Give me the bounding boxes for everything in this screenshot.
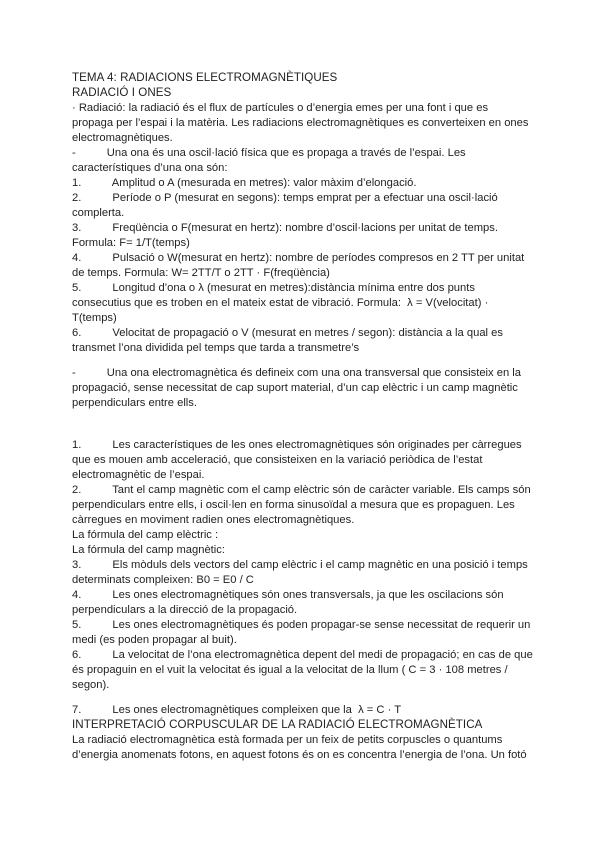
text-line: La radiació electromagnètica està formada per un feix de petits corpuscles o quantums xyxy=(72,734,503,746)
section-heading: INTERPRETACIÓ CORPUSCULAR DE LA RADIACIÓ ELECTROMAGNÈTICA xyxy=(72,718,483,731)
text-line: 3. Freqüència o F(mesurat en hertz): nombre d’oscil·lacions per unitat de temps. xyxy=(72,222,498,234)
text-line: · Radiació: la radiació és el flux de partícules o d’energia emes per una font i que es xyxy=(72,102,489,114)
text-line: medi (es poden propagar al buit). xyxy=(72,634,237,646)
text-line: 1. Les característiques de les ones electromagnètiques són originades per càrregues xyxy=(72,439,522,451)
text-line: característiques d’una ona són: xyxy=(72,162,228,174)
text-line: perpendiculars entre ells. xyxy=(72,397,197,409)
text-line: - Una ona és una oscil·lació física que es propaga a través de l’espai. Les xyxy=(72,147,466,159)
text-line: que es mouen amb acceleració, que consisteixen en la variació periòdica de l’estat xyxy=(72,454,483,466)
text-line: T(temps) xyxy=(72,312,117,324)
text-line: - Una ona electromagnètica és defineix com una ona transversal que consisteix en la xyxy=(72,367,521,379)
text-line: segon). xyxy=(72,679,110,691)
text-line: 2. Tant el camp magnètic com el camp elèctric són de caràcter variable. Els camps són xyxy=(72,484,531,496)
text-line: 4. Les ones electromagnètiques són ones transversals, ja que les oscilacions són xyxy=(72,589,504,601)
text-line: propaga per l’espai i la matèria. Les radiacions electromagnètiques es converteixen en ones xyxy=(72,117,529,129)
text-line: càrregues en moviment radien ones electromagnètiques. xyxy=(72,514,355,526)
text-line: perpendiculars a la direcció de la propagació. xyxy=(72,604,298,616)
text-line: de temps. Formula: W= 2TT/T o 2TT · F(freqüència) xyxy=(72,267,330,279)
text-line: 5. Longitud d’ona o λ (mesurat en metres):distància mínima entre dos punts xyxy=(72,282,475,294)
text-line: 6. Velocitat de propagació o V (mesurat en metres / segon): distància a la qual es xyxy=(72,327,503,339)
text-line: 4. Pulsació o W(mesurat en hertz): nombre de períodes compresos en 2 TT per unitat xyxy=(72,252,525,264)
text-line: 2. Període o P (mesurat en segons): temps emprat per a efectuar una oscil·lació xyxy=(72,192,498,204)
text-line: és propaguin en el vuit la velocitat és igual a la velocitat de la llum ( C = 3 · 108 metres / xyxy=(72,664,508,676)
text-line: Formula: F= 1/T(temps) xyxy=(72,237,190,249)
text-line: transmet l’ona dividida pel temps que tarda a transmetre’s xyxy=(72,342,360,354)
text-line: 3. Els mòduls dels vectors del camp elèctric i el camp magnètic en una posició i temps xyxy=(72,559,528,571)
text-line: perpendiculars entre ells, i oscil·len en forma sinusoïdal a mesura que es propaguen. Les xyxy=(72,499,515,511)
text-line: 7. Les ones electromagnètiques compleixen que la λ = C · T xyxy=(72,704,402,716)
text-line: 5. Les ones electromagnètiques és poden propagar-se sense necessitat de requerir un xyxy=(72,619,531,631)
text-line: d’energia anomenats fotons, en aquest fotons és on es concentra l’energia de l’ona. Un fotó xyxy=(72,749,527,761)
document-title: TEMA 4: RADIACIONS ELECTROMAGNÈTIQUES xyxy=(72,71,338,84)
text-line: consecutius que es troben en el mateix estat de vibració. Formula: λ = V(velocitat) · xyxy=(72,297,489,309)
text-line: 6. La velocitat de l’ona electromagnètica depent del medi de propagació; en cas de que xyxy=(72,649,533,661)
text-line: complerta. xyxy=(72,207,125,219)
text-line: electromagnètiques. xyxy=(72,132,173,144)
text-line: La fórmula del camp elèctric : xyxy=(72,529,219,541)
text-line: electromagnètic de l’espai. xyxy=(72,469,205,481)
section-heading: RADIACIÓ I ONES xyxy=(72,86,172,99)
text-line: propagació, sense necessitat de cap suport material, d’un cap elèctric i un camp magnètic xyxy=(72,382,518,394)
text-line: La fórmula del camp magnètic: xyxy=(72,544,225,556)
text-line: 1. Amplitud o A (mesurada en metres): valor màxim d’elongació. xyxy=(72,177,417,189)
text-line: determinats compleixen: B0 = E0 / C xyxy=(72,574,254,586)
